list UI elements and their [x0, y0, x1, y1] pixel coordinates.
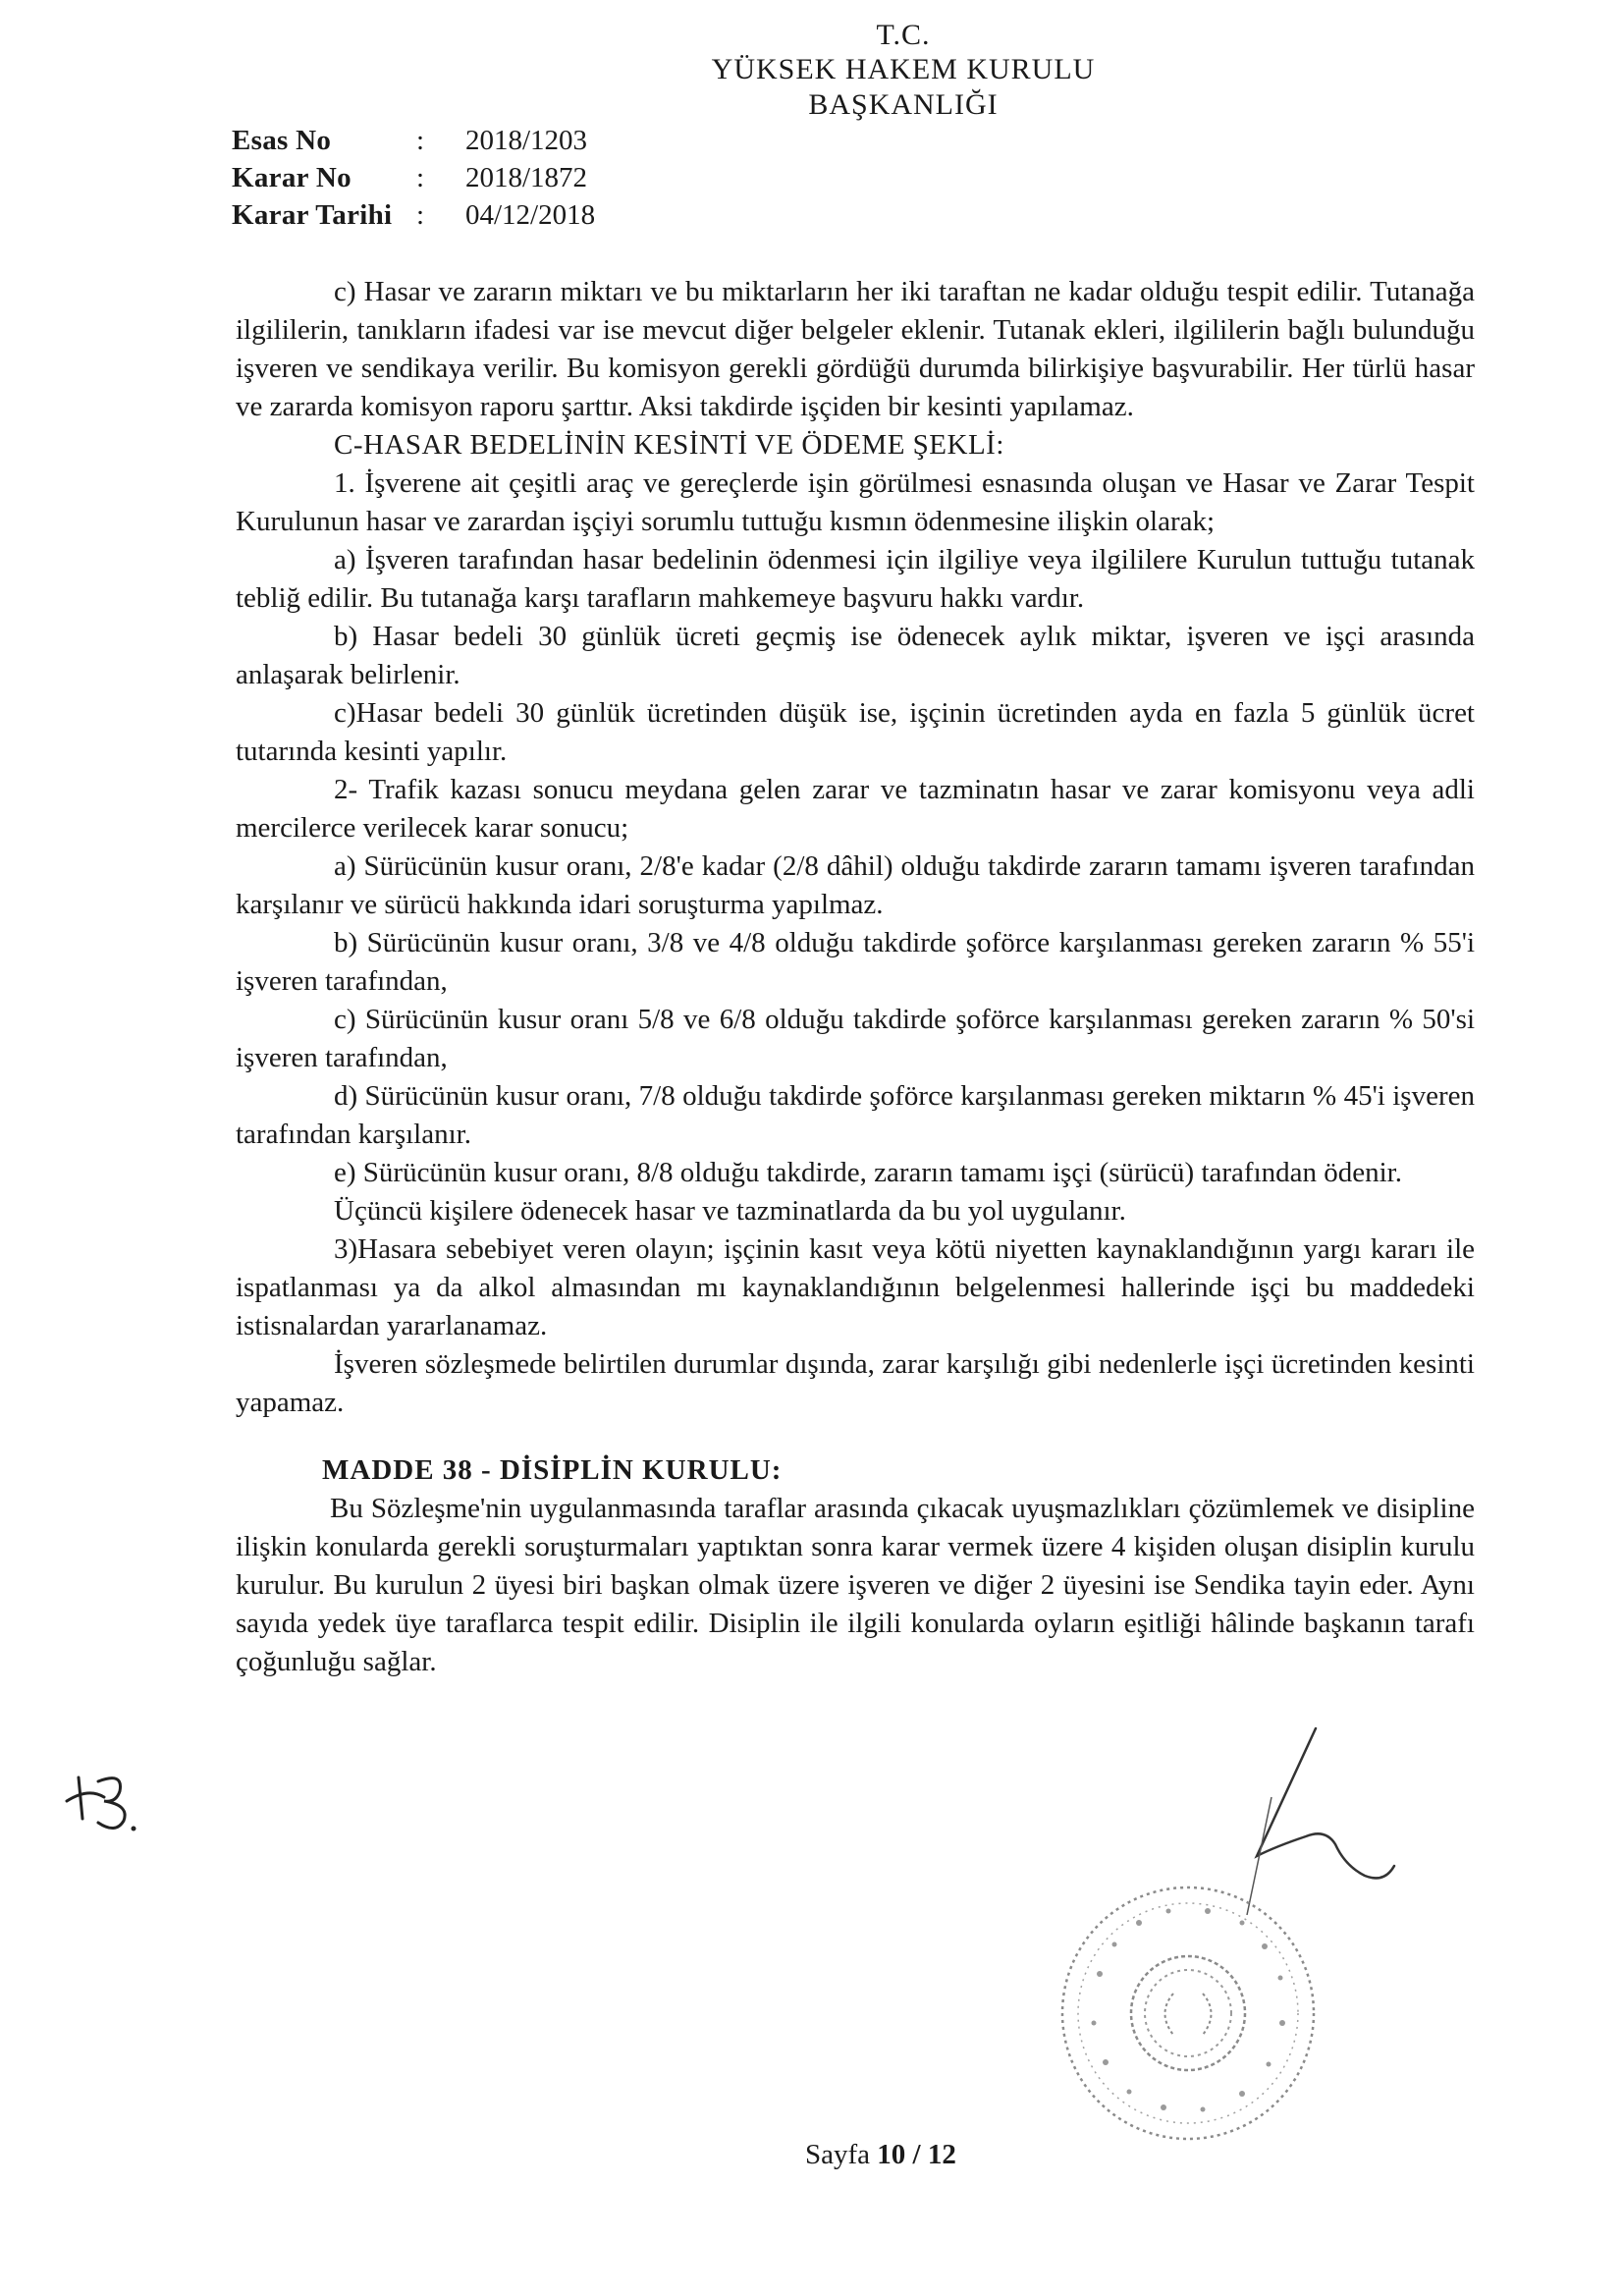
meta-value: 04/12/2018 — [465, 199, 596, 231]
paragraph: a) Sürücünün kusur oranı, 2/8'e kadar (2/8 dâhil) olduğu takdirde zararın tamamı işveren tarafından karşılanır ve sürücü hakkında idari soruşturma yapılmaz. — [236, 850, 1475, 920]
header-presidency: BAŞKANLIĞI — [808, 87, 999, 121]
meta-colon: : — [416, 125, 425, 156]
meta-row-karar — [232, 159, 595, 196]
meta-colon: : — [416, 199, 425, 231]
document-body — [236, 273, 1475, 1681]
paragraph: b) Hasar bedeli 30 günlük ücreti geçmiş ise ödenecek aylık miktar, işveren ve işçi arasında anlaşarak belirlenir. — [236, 621, 1475, 690]
paragraph: c)Hasar bedeli 30 günlük ücretinden düşük ise, işçinin ücretinden ayda en fazla 5 günlük ücret tutarında kesinti yapılır. — [236, 697, 1475, 767]
paragraph: d) Sürücünün kusur oranı, 7/8 olduğu takdirde şoförce karşılanması gereken miktarın % 45'i işveren tarafından karşılanır. — [236, 1080, 1475, 1150]
page-number — [805, 2139, 956, 2171]
header-institution: YÜKSEK HAKEM KURULU — [711, 53, 1096, 86]
meta-label: Karar Tarihi — [232, 199, 393, 231]
paragraph: Bu Sözleşme'nin uygulanmasında taraflar arasında çıkacak uyuşmazlıkları çözümlemek ve disipline ilişkin konularda gerekli soruşturmaları yaptıktan sonra karar vermek üzere 4 kişiden oluşan disiplin kurulu kurulur. Bu kurulun 2 üyesi biri başkan olmak üzere işveren ve diğer 2 üyesini ise Sendika tayin eder. Aynı sayıda yedek üye taraflarca tespit edilir. Disiplin ile ilgili konularda oyların eşitliği hâlinde başkanın tarafı çoğunluğu sağlar. — [236, 1493, 1475, 1677]
article-heading-38: MADDE 38 - DİSİPLİN KURULU: — [322, 1454, 783, 1486]
paragraph: 1. İşverene ait çeşitli araç ve gereçlerde işin görülmesi esnasında oluşan ve Hasar ve Zarar Tespit Kurulunun hasar ve zarardan işçiyi sorumlu tuttuğu kısmın ödenmesine ilişkin olarak; — [236, 467, 1475, 537]
meta-value: 2018/1872 — [465, 162, 588, 193]
paragraph: a) İşveren tarafından hasar bedelinin ödenmesi için ilgiliye veya ilgililere Kurulun tuttuğu tutanak tebliğ edilir. Bu tutanağa karşı tarafların mahkemeye başvuru hakkı vardır. — [236, 544, 1475, 614]
meta-row-tarih — [232, 196, 595, 234]
paragraph: c) Sürücünün kusur oranı 5/8 ve 6/8 olduğu takdirde şoförce karşılanması gereken zararın % 50'si işveren tarafından, — [236, 1004, 1475, 1073]
paragraph: İşveren sözleşmede belirtilen durumlar dışında, zarar karşılığı gibi nedenlerle işçi ücretinden kesinti yapamaz. — [236, 1348, 1475, 1418]
document-header — [550, 18, 1257, 122]
page-current: 10 — [877, 2139, 906, 2170]
paragraph: Üçüncü kişilere ödenecek hasar ve tazminatlarda da bu yol uygulanır. — [334, 1195, 1126, 1227]
meta-colon: : — [416, 162, 425, 193]
page-total: 12 — [927, 2139, 956, 2170]
meta-label: Karar No — [232, 162, 352, 193]
paragraph: c) Hasar ve zararın miktarı ve bu miktarların her iki taraftan ne kadar olduğu tespit edilir. Tutanağa ilgililerin, tanıkların ifadesi var ise mevcut diğer belgeler eklenir. Tutanak ekleri, ilgililerin bağlı bulunduğu işveren ve sendikaya verilir. Bu komisyon gerekli gördüğü durumda bilirkişiye başvurabilir. Her türlü hasar ve zararda komisyon raporu şarttır. Aksi takdirde işçiden bir kesinti yapılamaz. — [236, 276, 1475, 422]
header-tc: T.C. — [876, 19, 931, 51]
page-separator: / — [912, 2139, 921, 2170]
paragraph: 3)Hasara sebebiyet veren olayın; işçinin kasıt veya kötü niyetten kaynaklandığının yargı kararı ile ispatlanması ya da alkol almasından mı kaynaklandığının belgelenmesi hallerinde işçi bu maddedeki istisnalardan yararlanamaz. — [236, 1233, 1475, 1341]
paragraph: b) Sürücünün kusur oranı, 3/8 ve 4/8 olduğu takdirde şoförce karşılanması gereken zararın % 55'i işveren tarafından, — [236, 927, 1475, 997]
handwritten-initials — [59, 1758, 147, 1846]
official-seal — [1041, 1876, 1335, 2160]
page-label: Sayfa — [805, 2139, 871, 2170]
paragraph: e) Sürücünün kusur oranı, 8/8 olduğu takdirde, zararın tamamı işçi (sürücü) tarafından ödenir. — [334, 1157, 1402, 1188]
case-meta — [232, 122, 595, 234]
meta-value: 2018/1203 — [465, 125, 588, 156]
meta-label: Esas No — [232, 125, 332, 156]
paragraph: 2- Trafik kazası sonucu meydana gelen zarar ve tazminatın hasar ve zarar komisyonu veya adli mercilerce verilecek karar sonucu; — [236, 774, 1475, 844]
section-heading-c: C-HASAR BEDELİNİN KESİNTİ VE ÖDEME ŞEKLİ: — [334, 429, 1004, 461]
meta-row-esas — [232, 122, 595, 159]
